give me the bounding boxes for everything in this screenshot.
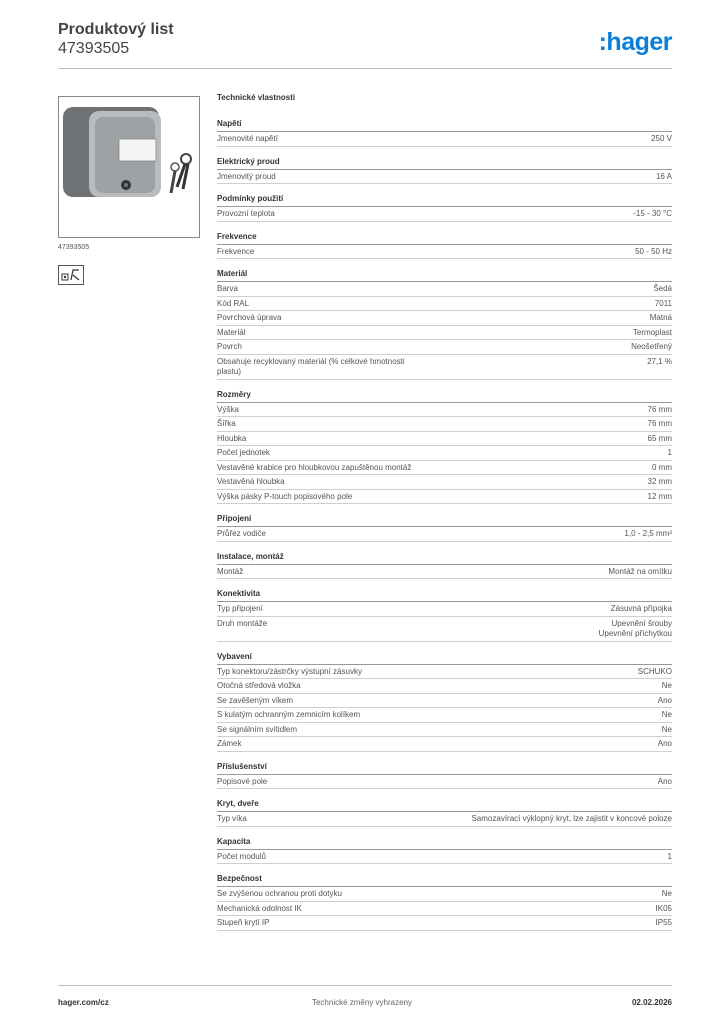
spec-row xyxy=(217,170,672,185)
spec-row xyxy=(217,694,672,709)
spec-label: Typ konektoru/zástrčky výstupní zásuvky xyxy=(217,666,362,676)
spec-row xyxy=(217,665,672,680)
spec-section xyxy=(217,513,672,542)
spec-section-title: Vybavení xyxy=(217,651,672,665)
spec-value: Ano xyxy=(657,776,672,786)
spec-row xyxy=(217,326,672,341)
spec-label: Počet jednotek xyxy=(217,448,270,457)
page-title: Produktový list xyxy=(58,21,174,38)
spec-section xyxy=(217,231,672,260)
spec-value: Upevnění šrouby Upevnění příchytkou xyxy=(598,618,672,638)
spec-row xyxy=(217,708,672,723)
spec-value: Montáž na omítku xyxy=(608,566,672,576)
spec-row xyxy=(217,916,672,931)
spec-value: 12 mm xyxy=(647,491,672,501)
footer-website[interactable]: hager.com/cz xyxy=(58,998,109,1007)
spec-section-title: Elektrický proud xyxy=(217,156,672,170)
product-code: 47393505 xyxy=(58,40,130,57)
footer-disclaimer: Technické změny vyhrazeny xyxy=(311,998,413,1007)
spec-row xyxy=(217,723,672,738)
spec-value: Samozavírací výklopný kryt, lze zajistit v koncové poloze xyxy=(471,814,672,823)
spec-row xyxy=(217,132,672,147)
spec-row xyxy=(217,617,672,642)
spec-value: 1 xyxy=(667,448,672,457)
spec-value: Neošetřený xyxy=(631,342,672,351)
hager-logo[interactable]: :hager xyxy=(598,28,672,56)
spec-section xyxy=(217,651,672,752)
spec-section xyxy=(217,588,672,642)
spec-section xyxy=(217,873,672,931)
spec-section-title: Podmínky použití xyxy=(217,193,672,207)
spec-label: Se zavěšeným víkem xyxy=(217,695,294,705)
spec-label: Jmenovitý proud xyxy=(217,171,276,181)
spec-row xyxy=(217,602,672,617)
spec-row xyxy=(217,737,672,752)
spec-value: Ne xyxy=(661,681,672,690)
spec-label: Druh montáže xyxy=(217,618,268,628)
spec-label: Kód RAL xyxy=(217,298,250,308)
spec-section xyxy=(217,118,672,147)
spec-row xyxy=(217,311,672,326)
spec-value: 27,1 % xyxy=(647,356,672,366)
spec-row xyxy=(217,297,672,312)
spec-row xyxy=(217,565,672,580)
spec-value: Zásuvná přípojka xyxy=(610,604,672,613)
spec-row xyxy=(217,812,672,827)
spec-section-title: Příslušenství xyxy=(217,761,672,775)
spec-value: Ano xyxy=(657,739,672,748)
spec-label: Frekvence xyxy=(217,246,255,256)
spec-section-title: Napětí xyxy=(217,118,672,132)
footer-divider xyxy=(58,985,672,986)
spec-section xyxy=(217,156,672,185)
spec-row xyxy=(217,902,672,917)
spec-label: Montáž xyxy=(217,566,244,576)
spec-section xyxy=(217,193,672,222)
spec-value: 1,0 - 2,5 mm² xyxy=(624,529,672,538)
spec-label: Průřez vodiče xyxy=(217,529,266,538)
spec-section xyxy=(217,761,672,790)
spec-value: 1 xyxy=(667,851,672,861)
spec-section-title: Připojení xyxy=(217,513,672,527)
spec-section xyxy=(217,389,672,505)
spec-section-title: Instalace, montáž xyxy=(217,551,672,565)
spec-label: Výška xyxy=(217,404,239,414)
spec-label: Počet modulů xyxy=(217,851,266,861)
spec-label: Povrch xyxy=(217,342,242,351)
spec-row xyxy=(217,446,672,461)
spec-row xyxy=(217,355,672,380)
spec-row xyxy=(217,245,672,260)
spec-row xyxy=(217,850,672,865)
page-header xyxy=(58,20,174,58)
footer-date: 02.02.2026 xyxy=(631,998,672,1007)
spec-row xyxy=(217,461,672,476)
spec-section-title: Bezpečnost xyxy=(217,873,672,887)
spec-value: Termoplast xyxy=(632,327,672,337)
spec-label: Obsahuje recyklovaný materiál (% celkové hmotnosti plastu) xyxy=(217,356,405,376)
spec-value: IK05 xyxy=(655,903,672,913)
spec-section-title: Materiál xyxy=(217,268,672,282)
header-divider xyxy=(58,68,672,69)
spec-section-title: Kapacita xyxy=(217,836,672,850)
spec-label: Materiál xyxy=(217,327,246,337)
spec-label: Zámek xyxy=(217,739,242,748)
spec-label: Vestavěná hloubka xyxy=(217,477,285,486)
spec-row xyxy=(217,207,672,222)
spec-value: Ne xyxy=(661,889,672,898)
spec-row xyxy=(217,282,672,297)
spec-row xyxy=(217,417,672,432)
spec-row xyxy=(217,887,672,902)
spec-label: Se zvýšenou ochranou proti dotyku xyxy=(217,889,342,898)
spec-value: 65 mm xyxy=(647,433,672,443)
spec-label: Výška pásky P-touch popisového pole xyxy=(217,491,353,501)
spec-value: Ano xyxy=(657,695,672,705)
spec-value: Matná xyxy=(649,313,672,322)
spec-value: 0 mm xyxy=(652,462,672,472)
spec-row xyxy=(217,775,672,790)
spec-section xyxy=(217,836,672,865)
spec-label: Jmenovité napětí xyxy=(217,134,278,143)
spec-label: Otočná středová vložka xyxy=(217,681,301,690)
spec-label: Se signálním svítidlem xyxy=(217,724,298,734)
spec-value: 76 mm xyxy=(647,419,672,428)
spec-row xyxy=(217,403,672,418)
spec-label: Povrchová úprava xyxy=(217,313,282,322)
spec-value: SCHUKO xyxy=(637,666,672,676)
spec-value: 76 mm xyxy=(647,404,672,414)
product-image xyxy=(58,96,200,238)
specs-sections xyxy=(217,118,672,931)
spec-row xyxy=(217,432,672,447)
spec-value: 250 V xyxy=(651,134,672,143)
spec-row xyxy=(217,475,672,490)
spec-section xyxy=(217,268,672,380)
spec-section-title: Frekvence xyxy=(217,231,672,245)
spec-value: Šedá xyxy=(653,284,672,293)
spec-row xyxy=(217,490,672,505)
spec-label: Stupeň krytí IP xyxy=(217,918,270,927)
spec-label: Vestavěné krabice pro hloubkovou zapuštěnou montáž xyxy=(217,462,412,472)
spec-label: S kulatým ochranným zemnicím kolíkem xyxy=(217,710,361,719)
technical-specs xyxy=(217,93,672,940)
spec-value: Ne xyxy=(661,710,672,719)
spec-section xyxy=(217,551,672,580)
spec-value: IP55 xyxy=(655,918,672,927)
spec-label: Mechanická odolnost IK xyxy=(217,903,302,913)
spec-label: Popisové pole xyxy=(217,776,268,786)
spec-section-title: Konektivita xyxy=(217,588,672,602)
spec-section-title: Kryt, dveře xyxy=(217,798,672,812)
spec-value: 32 mm xyxy=(647,477,672,486)
specs-heading: Technické vlastnosti xyxy=(217,93,296,102)
spec-label: Šířka xyxy=(217,419,236,428)
spec-label: Hloubka xyxy=(217,433,247,443)
image-caption: 47393505 xyxy=(58,244,90,251)
spec-value: Ne xyxy=(661,724,672,734)
spec-value: 50 - 50 Hz xyxy=(635,246,672,256)
spec-row xyxy=(217,340,672,355)
spec-row xyxy=(217,679,672,694)
spec-label: Typ víka xyxy=(217,814,247,823)
spec-row xyxy=(217,527,672,542)
spec-label: Barva xyxy=(217,284,238,293)
spec-label: Provozní teplota xyxy=(217,209,275,218)
spec-value: 16 A xyxy=(655,171,672,181)
spec-value: -15 - 30 °C xyxy=(633,209,672,218)
outlet-with-lid-icon xyxy=(58,265,84,285)
spec-section xyxy=(217,798,672,827)
spec-label: Typ připojení xyxy=(217,604,263,613)
spec-section-title: Rozměry xyxy=(217,389,672,403)
product-image-drawing xyxy=(59,97,199,237)
spec-value: 7011 xyxy=(654,298,672,308)
